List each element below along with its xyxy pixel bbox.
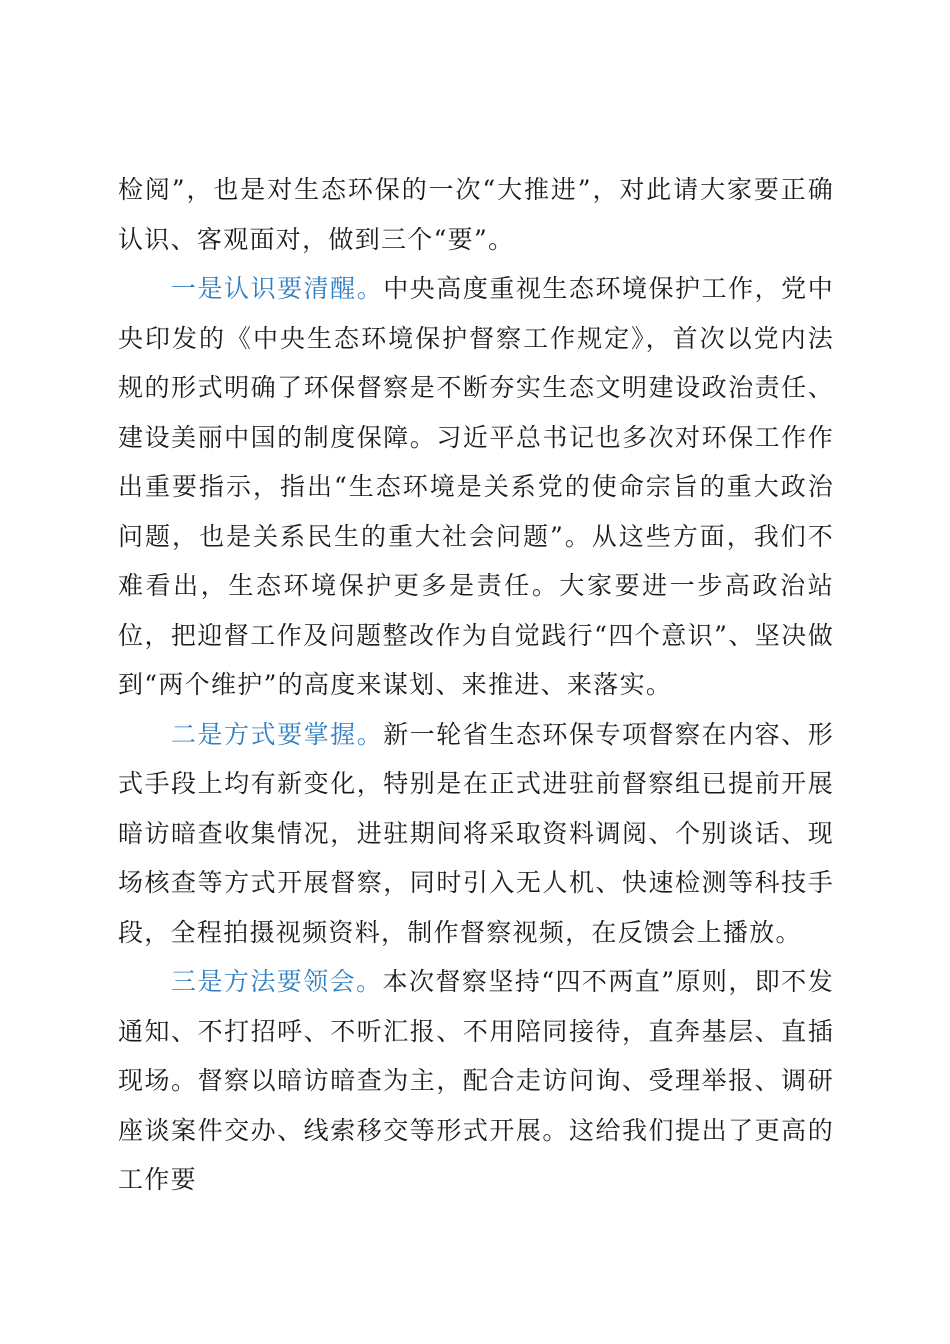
paragraph-point-one (118, 264, 834, 710)
paragraph-point-three (118, 957, 834, 1205)
paragraph-text: 中央高度重视生态环境保护工作，党中央印发的《中央生态环境保护督察工作规定》，首次以党内法规的形式明确了环保督察是不断夯实生态文明建设政治责任、建设美丽中国的制度保障。习近平总书记也多次对环保工作作出重要指示，指出“生态环境是关系党的使命宗旨的重大政治问题，也是关系民生的重大社会问题”。从这些方面，我们不难看出，生态环境保护更多是责任。大家要进一步高政治站位，把迎督工作及问题整改作为自觉践行“四个意识”、坚决做到“两个维护”的高度来谋划、来推进、来落实。 (118, 274, 834, 699)
paragraph-point-two (118, 710, 834, 958)
paragraph-lead: 三是方法要领会。 (171, 967, 383, 996)
document-body (118, 165, 834, 1205)
paragraph-lead: 一是认识要清醒。 (171, 274, 384, 303)
paragraph-text: 本次督察坚持“四不两直”原则，即不发通知、不打招呼、不听汇报、不用陪同接待，直奔基层、直插现场。督察以暗访暗查为主，配合走访问询、受理举报、调研座谈案件交办、线索移交等形式开展。这给我们提出了更高的工作要 (118, 967, 834, 1194)
paragraph-continuation (118, 165, 834, 264)
paragraph-text: 检阅”，也是对生态环保的一次“大推进”，对此请大家要正确认识、客观面对，做到三个“要”。 (118, 175, 834, 254)
paragraph-lead: 二是方式要掌握。 (171, 719, 384, 749)
paragraph-text: 新一轮省生态环保专项督察在内容、形式手段上均有新变化，特别是在正式进驻前督察组已提前开展暗访暗查收集情况，进驻期间将采取资料调阅、个别谈话、现场核查等方式开展督察，同时引入无人机、快速检测等科技手段，全程拍摄视频资料，制作督察视频，在反馈会上播放。 (118, 719, 834, 947)
